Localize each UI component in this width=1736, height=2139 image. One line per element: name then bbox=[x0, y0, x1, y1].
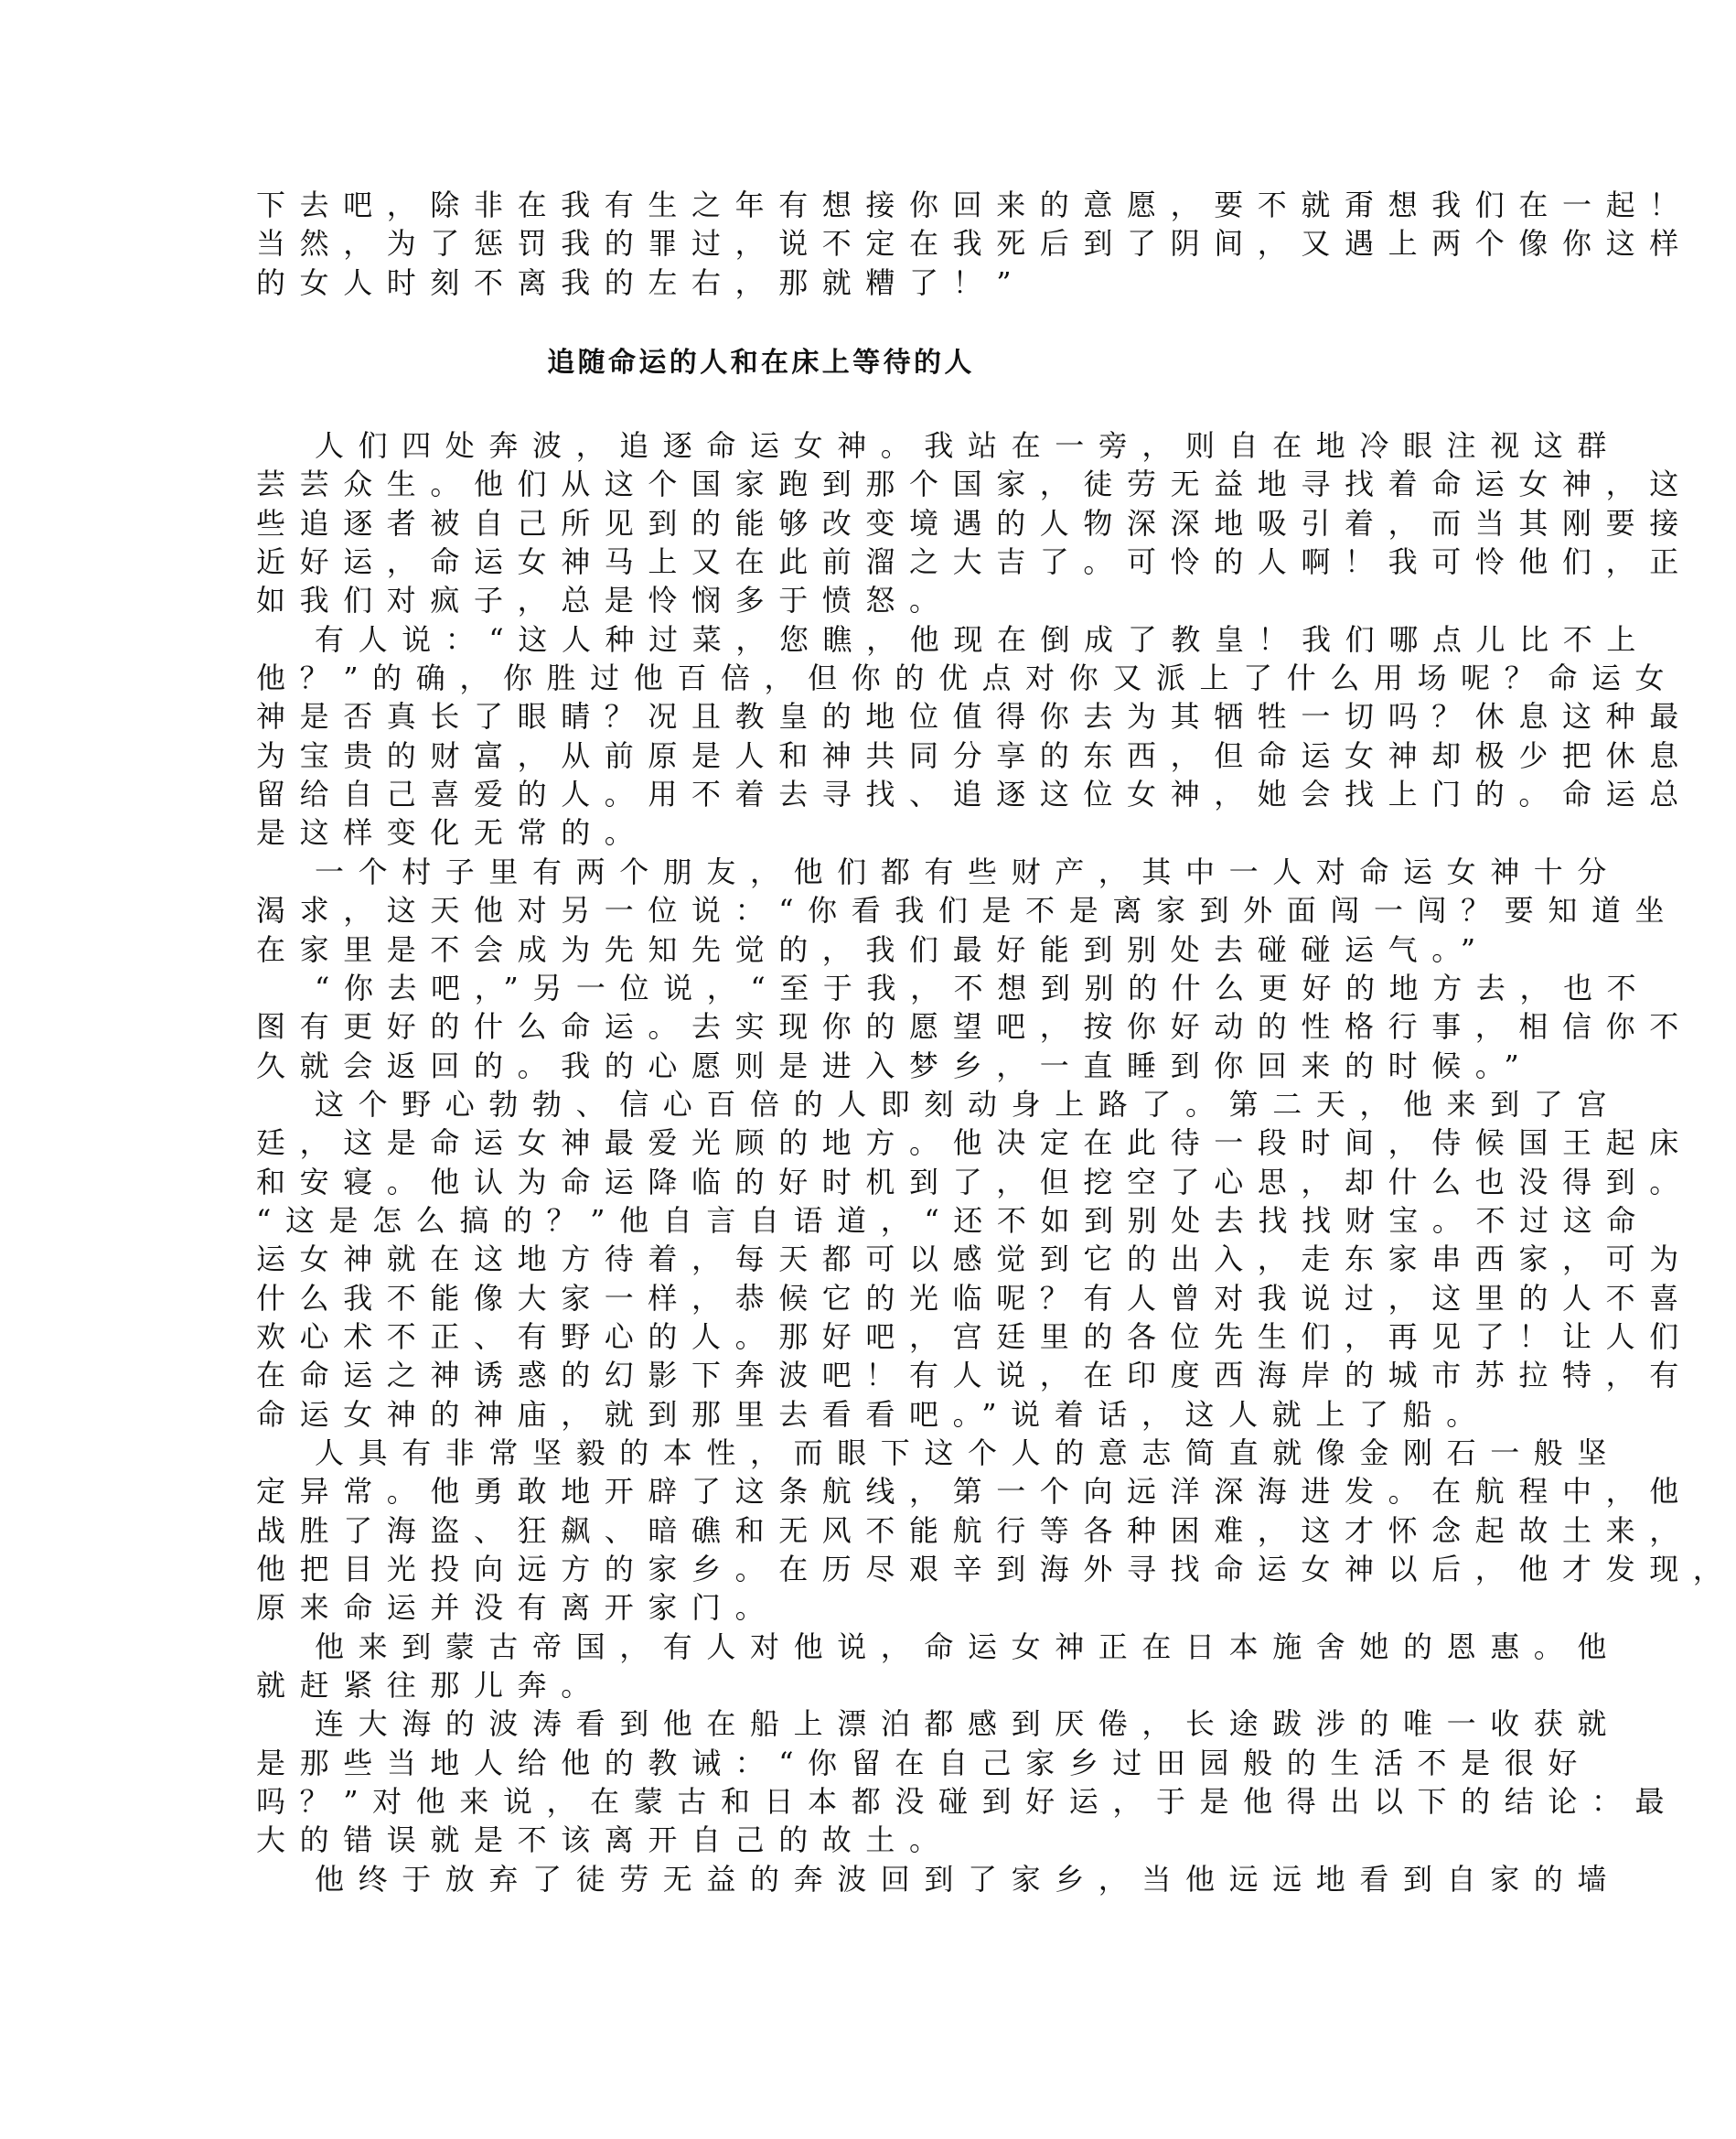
text-line: 图有更好的什么命运。去实现你的愿望吧，按你好动的性格行事，相信你不 bbox=[256, 1009, 1693, 1045]
text-line: “这是怎么搞的？”他自言自语道，“还不如到别处去找找财宝。不过这命 bbox=[256, 1202, 1650, 1238]
text-line: 他来到蒙古帝国，有人对他说，命运女神正在日本施舍她的恩惠。他 bbox=[315, 1628, 1622, 1664]
paragraph-1 bbox=[256, 426, 1693, 620]
text-line: 这个野心勃勃、信心百倍的人即刻动身上路了。第二天，他来到了宫 bbox=[315, 1086, 1622, 1122]
text-line: 连大海的波涛看到他在船上漂泊都感到厌倦，长途跋涉的唯一收获就 bbox=[315, 1706, 1622, 1742]
text-line: 久就会返回的。我的心愿则是进入梦乡，一直睡到你回来的时候。” bbox=[256, 1048, 1534, 1083]
text-line: 的女人时刻不离我的左右，那就糟了！” bbox=[256, 264, 1026, 300]
text-line: 战胜了海盗、狂飙、暗礁和无风不能航行等各种困难，这才怀念起故土来， bbox=[256, 1512, 1693, 1548]
paragraph-7 bbox=[256, 1628, 1622, 1705]
paragraph-4 bbox=[256, 969, 1693, 1085]
text-line: 就赶紧往那儿奔。 bbox=[256, 1668, 605, 1704]
document-page bbox=[256, 186, 1736, 1898]
text-line: 吗？”对他来说，在蒙古和日本都没碰到好运，于是他得出以下的结论：最 bbox=[256, 1784, 1679, 1820]
text-line: 命运女神的神庙，就到那里去看看吧。”说着话，这人就上了船。 bbox=[256, 1396, 1490, 1432]
paragraph-5 bbox=[256, 1085, 1693, 1434]
text-line: 他？”的确，你胜过他百倍，但你的优点对你又派上了什么用场呢？命运女 bbox=[256, 661, 1679, 696]
section-title: 追随命运的人和在床上等待的人 bbox=[547, 347, 975, 380]
text-line: 人们四处奔波，追逐命运女神。我站在一旁，则自在地冷眼注视这群 bbox=[315, 428, 1622, 464]
text-line: 近好运，命运女神马上又在此前溜之大吉了。可怜的人啊！我可怜他们，正 bbox=[256, 544, 1693, 580]
paragraph-3 bbox=[256, 853, 1679, 969]
text-line: 神是否真长了眼睛？况且教皇的地位值得你去为其牺牲一切吗？休息这种最 bbox=[256, 699, 1693, 735]
text-line: 当然，为了惩罚我的罪过，说不定在我死后到了阴间，又遇上两个像你这样 bbox=[256, 226, 1693, 262]
text-line: 他终于放弃了徒劳无益的奔波回到了家乡，当他远远地看到自家的墙 bbox=[315, 1861, 1622, 1897]
text-line: 大的错误就是不该离开自己的故土。 bbox=[256, 1822, 953, 1858]
text-line: 他把目光投向远方的家乡。在历尽艰辛到海外寻找命运女神以后，他才发现， bbox=[256, 1552, 1736, 1586]
text-line: 和安寝。他认为命运降临的好时机到了，但挖空了心思，却什么也没得到。 bbox=[256, 1164, 1693, 1199]
paragraph-2 bbox=[256, 620, 1693, 853]
continuation-paragraph bbox=[256, 186, 1693, 302]
text-line: 廷，这是命运女神最爱光顾的地方。他决定在此待一段时间，侍候国王起床 bbox=[256, 1125, 1693, 1161]
text-line: 在家里是不会成为先知先觉的，我们最好能到别处去碰碰运气。” bbox=[256, 931, 1490, 967]
text-line: 运女神就在这地方待着，每天都可以感觉到它的出入，走东家串西家，可为 bbox=[256, 1241, 1693, 1277]
text-line: 芸芸众生。他们从这个国家跑到那个国家，徒劳无益地寻找着命运女神，这 bbox=[256, 467, 1693, 502]
paragraph-6 bbox=[256, 1434, 1736, 1628]
text-line: 在命运之神诱惑的幻影下奔波吧！有人说，在印度西海岸的城市苏拉特，有 bbox=[256, 1358, 1693, 1393]
paragraph-9 bbox=[256, 1860, 1622, 1898]
text-line: 渴求，这天他对另一位说：“你看我们是不是离家到外面闯一闯？要知道坐 bbox=[256, 893, 1679, 929]
text-line: 如我们对疯子，总是怜悯多于愤怒。 bbox=[256, 583, 953, 618]
text-line: 是那些当地人给他的教诫：“你留在自己家乡过田园般的生活不是很好 bbox=[256, 1745, 1591, 1780]
text-line: 欢心术不正、有野心的人。那好吧，宫廷里的各位先生们，再见了！让人们 bbox=[256, 1318, 1693, 1354]
text-line: 些追逐者被自己所见到的能够改变境遇的人物深深地吸引着，而当其刚要接 bbox=[256, 505, 1693, 541]
text-line: 是这样变化无常的。 bbox=[256, 815, 648, 851]
text-line: 一个村子里有两个朋友，他们都有些财产，其中一人对命运女神十分 bbox=[315, 854, 1622, 889]
text-line: 定异常。他勇敢地开辟了这条航线，第一个向远洋深海进发。在航程中，他 bbox=[256, 1474, 1693, 1510]
text-line: 人具有非常坚毅的本性，而眼下这个人的意志简直就像金刚石一般坚 bbox=[315, 1435, 1622, 1470]
text-line: 下去吧，除非在我有生之年有想接你回来的意愿，要不就甭想我们在一起！ bbox=[256, 188, 1693, 222]
text-line: “你去吧，”另一位说，“至于我，不想到别的什么更好的地方去，也不 bbox=[315, 970, 1651, 1005]
text-line: 留给自己喜爱的人。用不着去寻找、追逐这位女神，她会找上门的。命运总 bbox=[256, 777, 1693, 812]
text-line: 为宝贵的财富，从前原是人和神共同分享的东西，但命运女神却极少把休息 bbox=[256, 737, 1693, 773]
text-line: 什么我不能像大家一样，恭候它的光临呢？有人曾对我说过，这里的人不喜 bbox=[256, 1280, 1693, 1316]
paragraph-8 bbox=[256, 1704, 1679, 1859]
text-line: 有人说：“这人种过菜，您瞧，他现在倒成了教皇！我们哪点儿比不上 bbox=[315, 621, 1650, 657]
text-line: 原来命运并没有离开家门。 bbox=[256, 1590, 779, 1626]
